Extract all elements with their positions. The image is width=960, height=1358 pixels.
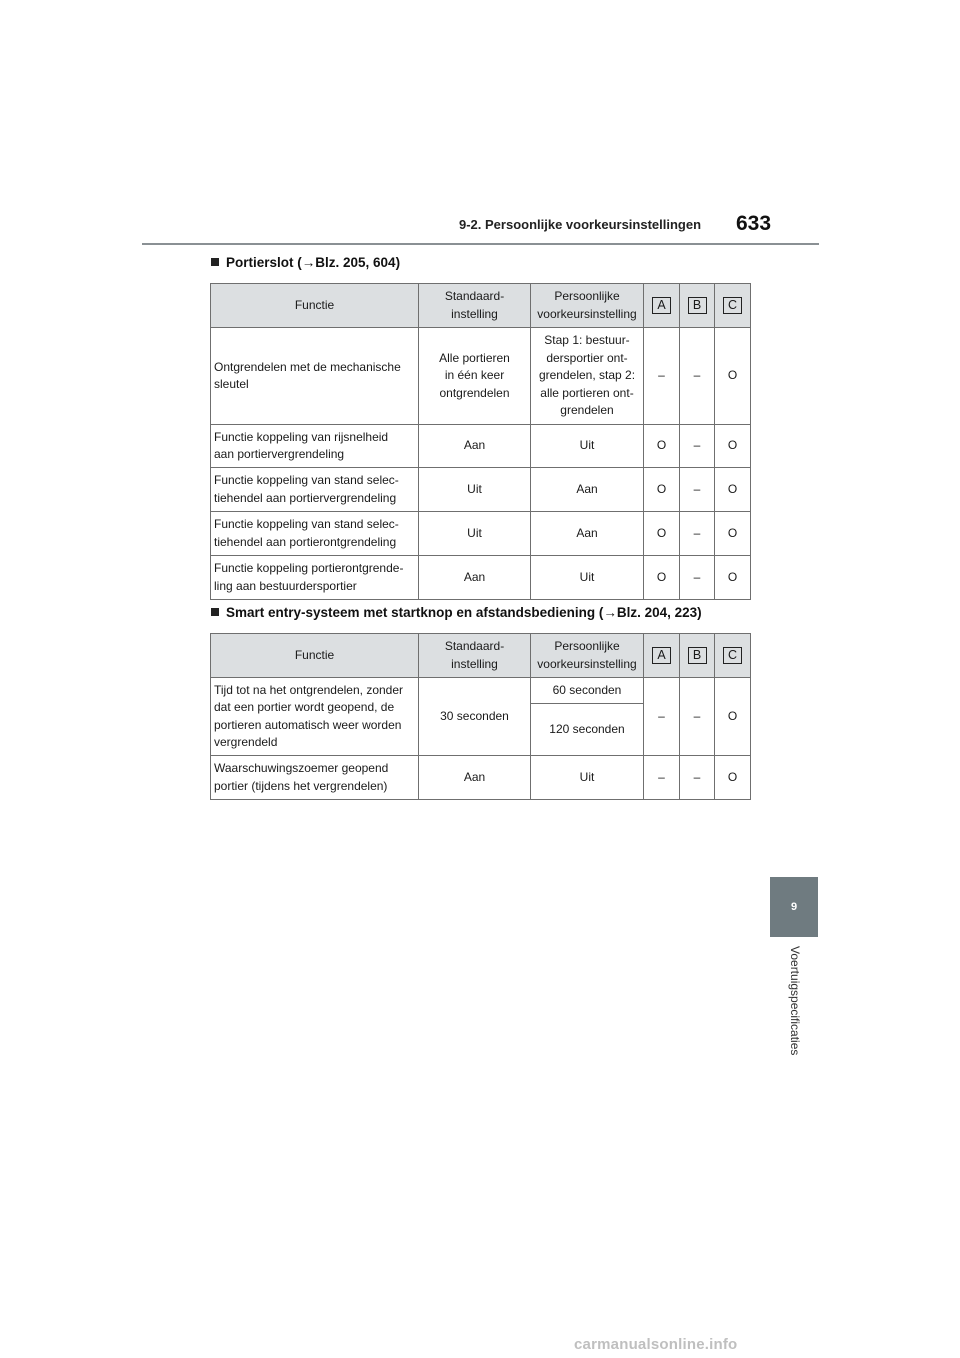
cell-a: – <box>644 756 680 800</box>
heading-reference: Blz. 205, 604) <box>315 255 401 270</box>
heading-reference: Blz. 204, 223) <box>616 605 702 620</box>
cell-default: Alle portieren in één keer ontgrendelen <box>419 328 531 425</box>
table-header-row <box>211 634 751 678</box>
heading-text: Smart entry-systeem met startknop en afstandsbediening ( <box>226 605 604 620</box>
cell-default: 30 seconden <box>419 678 531 756</box>
square-bullet-icon <box>211 258 219 266</box>
header-col-c <box>715 284 751 328</box>
cell-c: O <box>715 556 751 600</box>
smart-entry-table <box>210 633 751 800</box>
cell-a: O <box>644 512 680 556</box>
cell-default: Aan <box>419 556 531 600</box>
cell-b: – <box>680 556 715 600</box>
header-default: Standaard- instelling <box>419 284 531 328</box>
section-heading-smart-entry <box>211 605 702 620</box>
cell-function: Functie koppeling van rijsnelheid aan portiervergrendeling <box>211 425 419 468</box>
header-function: Functie <box>211 284 419 328</box>
cell-a: – <box>644 328 680 425</box>
header-custom: Persoonlijke voorkeursinstelling <box>531 634 644 678</box>
header-col-a <box>644 634 680 678</box>
letter-b-icon: B <box>688 297 707 314</box>
arrow-right-icon: → <box>301 255 316 270</box>
table-row <box>211 328 751 425</box>
cell-c: O <box>715 756 751 800</box>
cell-custom: Uit <box>531 556 644 600</box>
cell-custom: Stap 1: bestuur- dersportier ont- grendelen, stap 2: alle portieren ont- grendelen <box>531 328 644 425</box>
header-function: Functie <box>211 634 419 678</box>
cell-a: O <box>644 425 680 468</box>
letter-a-icon: A <box>652 297 671 314</box>
letter-c-icon: C <box>723 297 742 314</box>
arrow-right-icon: → <box>603 605 617 620</box>
chapter-tab: 9 <box>770 877 818 937</box>
cell-function: Functie koppeling portierontgrende- ling aan bestuurdersportier <box>211 556 419 600</box>
page-number: 633 <box>736 212 772 235</box>
watermark: carmanualsonline.info <box>574 1336 738 1353</box>
cell-function: Functie koppeling van stand selec- tiehendel aan portiervergrendeling <box>211 468 419 512</box>
table-row <box>211 678 751 704</box>
cell-b: – <box>680 425 715 468</box>
cell-function: Ontgrendelen met de mechanische sleutel <box>211 328 419 425</box>
cell-b: – <box>680 328 715 425</box>
cell-a: O <box>644 468 680 512</box>
portierslot-table <box>210 283 751 600</box>
cell-b: – <box>680 678 715 756</box>
cell-c: O <box>715 328 751 425</box>
cell-default: Uit <box>419 468 531 512</box>
cell-function: Waarschuwingszoemer geopend portier (tijdens het vergrendelen) <box>211 756 419 800</box>
header-divider <box>142 243 819 245</box>
cell-custom-option: 120 seconden <box>531 704 644 756</box>
header-col-c <box>715 634 751 678</box>
cell-a: O <box>644 556 680 600</box>
cell-b: – <box>680 468 715 512</box>
cell-default: Aan <box>419 756 531 800</box>
cell-function: Tijd tot na het ontgrendelen, zonder dat een portier wordt geopend, de portieren automatisch weer worden vergrendeld <box>211 678 419 756</box>
letter-b-icon: B <box>688 647 707 664</box>
header-custom: Persoonlijke voorkeursinstelling <box>531 284 644 328</box>
header-col-a <box>644 284 680 328</box>
table-row <box>211 556 751 600</box>
header-col-b <box>680 284 715 328</box>
cell-custom: Aan <box>531 512 644 556</box>
table-row <box>211 756 751 800</box>
table-row <box>211 512 751 556</box>
square-bullet-icon <box>211 608 219 616</box>
header-col-b <box>680 634 715 678</box>
cell-b: – <box>680 756 715 800</box>
cell-b: – <box>680 512 715 556</box>
cell-c: O <box>715 512 751 556</box>
letter-c-icon: C <box>723 647 742 664</box>
cell-default: Aan <box>419 425 531 468</box>
cell-c: O <box>715 678 751 756</box>
cell-function: Functie koppeling van stand selec- tiehendel aan portierontgrendeling <box>211 512 419 556</box>
section-heading-portierslot <box>211 255 400 270</box>
cell-custom: Uit <box>531 425 644 468</box>
cell-c: O <box>715 425 751 468</box>
table-row <box>211 468 751 512</box>
letter-a-icon: A <box>652 647 671 664</box>
cell-default: Uit <box>419 512 531 556</box>
cell-custom: Uit <box>531 756 644 800</box>
header-default: Standaard- instelling <box>419 634 531 678</box>
section-header-title: 9-2. Persoonlijke voorkeursinstellingen <box>459 217 702 232</box>
cell-custom: Aan <box>531 468 644 512</box>
heading-text: Portierslot ( <box>226 255 302 270</box>
chapter-label: Voertuigspecificaties <box>788 946 802 1056</box>
cell-a: – <box>644 678 680 756</box>
cell-c: O <box>715 468 751 512</box>
cell-custom-option: 60 seconden <box>531 678 644 704</box>
table-row <box>211 425 751 468</box>
table-header-row <box>211 284 751 328</box>
